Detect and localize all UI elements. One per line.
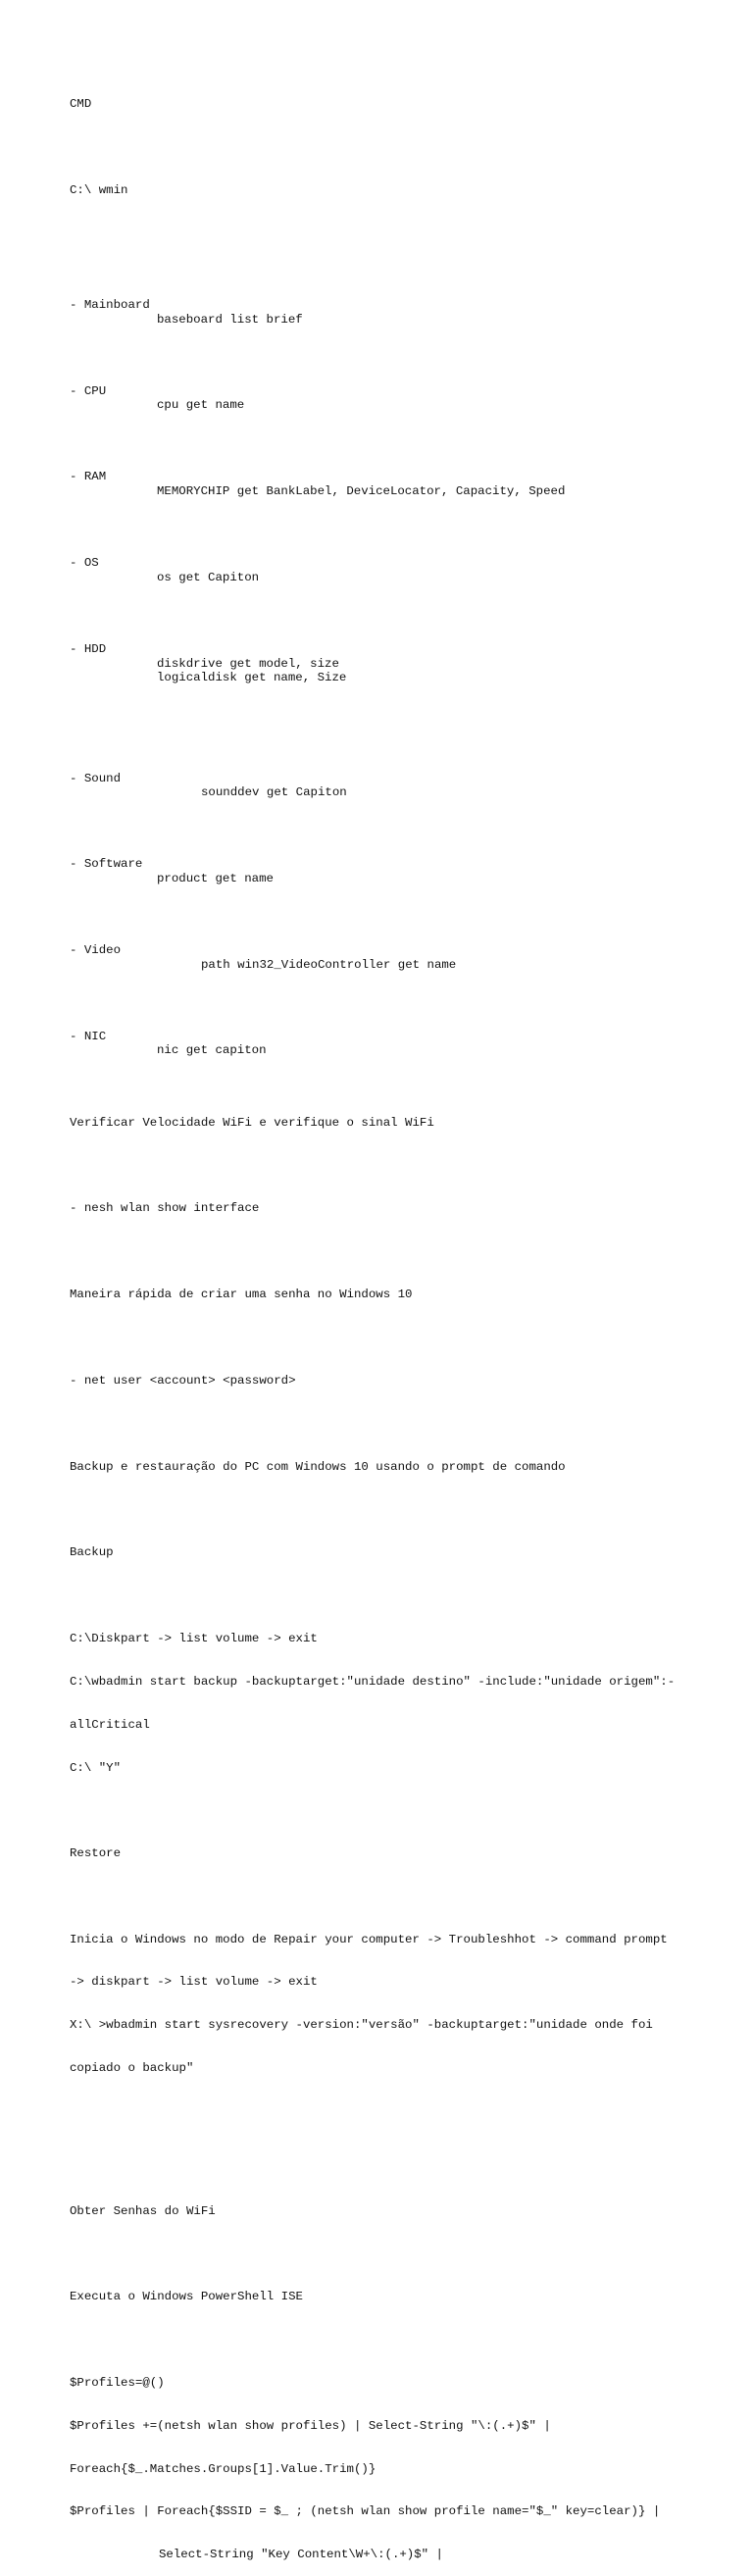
wmic-command: baseboard list brief [157,312,303,327]
wmic-command: diskdrive get model, size [157,656,339,671]
wifi-password-title: Obter Senhas do WiFi [70,2203,216,2218]
powershell-line: Executa o Windows PowerShell ISE [70,2290,303,2304]
backup-line: C:\wbadmin start backup -backuptarget:"unidade destino" -include:"unidade origem":- [70,1674,676,1689]
wmic-command: product get name [157,871,274,885]
wmic-label: - CPU [70,383,107,398]
password-command: - net user <account> <password> [70,1373,296,1388]
wmic-row-hdd [70,628,717,671]
backup-title: Backup e restauração do PC com Windows 10 usando o prompt de comando [70,1459,566,1474]
wmic-label: - HDD [70,641,107,656]
backup-line: allCritical [70,1717,150,1732]
wmic-label: - RAM [70,470,107,484]
wmic-label: - Video [70,943,122,958]
wmic-row-video [70,929,717,972]
script-line: Foreach{$_.Matches.Groups[1].Value.Trim()} [70,2461,376,2476]
restore-label: Restore [70,1845,122,1860]
wmic-row-ram [70,456,717,499]
wmic-label: - Mainboard [70,297,150,312]
restore-line: Inicia o Windows no modo de Repair your computer -> Troubleshhot -> command prompt [70,1932,668,1946]
heading-cmd: CMD [70,97,92,112]
wmic-label: - NIC [70,1029,107,1043]
wmic-command-continued: logicaldisk get name, Size [157,671,347,685]
wmic-command: MEMORYCHIP get BankLabel, DeviceLocator, Capacity, Speed [157,484,566,499]
wmic-row-mainboard [70,283,717,327]
restore-line: -> diskpart -> list volume -> exit [70,1975,318,1990]
wmic-command: cpu get name [157,398,245,413]
script-line: $Profiles=@() [70,2376,165,2391]
document-page [70,69,717,2576]
wifi-speed-command: - nesh wlan show interface [70,1201,260,1216]
restore-line: X:\ >wbadmin start sysrecovery -version:"versão" -backuptarget:"unidade onde foi [70,2018,653,2033]
script-line: $Profiles | Foreach{$SSID = $_ ; (netsh wlan show profile name="$_" key=clear)} | [70,2504,661,2519]
wmic-row-cpu [70,370,717,413]
wmic-label: - Sound [70,771,122,785]
password-title: Maneira rápida de criar uma senha no Windows 10 [70,1288,413,1302]
backup-label: Backup [70,1545,114,1560]
script-line: $Profiles +=(netsh wlan show profiles) | Select-String "\:(.+)$" | [70,2418,551,2433]
wmic-command: sounddev get Capiton [201,785,347,800]
wmic-command: nic get capiton [157,1043,267,1058]
wmic-command: path win32_VideoController get name [201,957,457,972]
wmin-prompt: C:\ wmin [70,182,128,197]
wmic-row-software [70,843,717,885]
wifi-speed-title: Verificar Velocidade WiFi e verifique o sinal WiFi [70,1115,434,1130]
wmic-row-os [70,542,717,584]
backup-line: C:\Diskpart -> list volume -> exit [70,1632,318,1646]
wmic-command: os get Capiton [157,570,260,584]
wmic-row-sound [70,757,717,800]
backup-line: C:\ "Y" [70,1760,122,1775]
restore-line: copiado o backup" [70,2060,194,2075]
wmic-label: - Software [70,857,143,872]
wmic-label: - OS [70,556,99,571]
wmic-row-nic [70,1015,717,1058]
script-line-indented: Select-String "Key Content\W+\:(.+)$" | [159,2548,443,2562]
